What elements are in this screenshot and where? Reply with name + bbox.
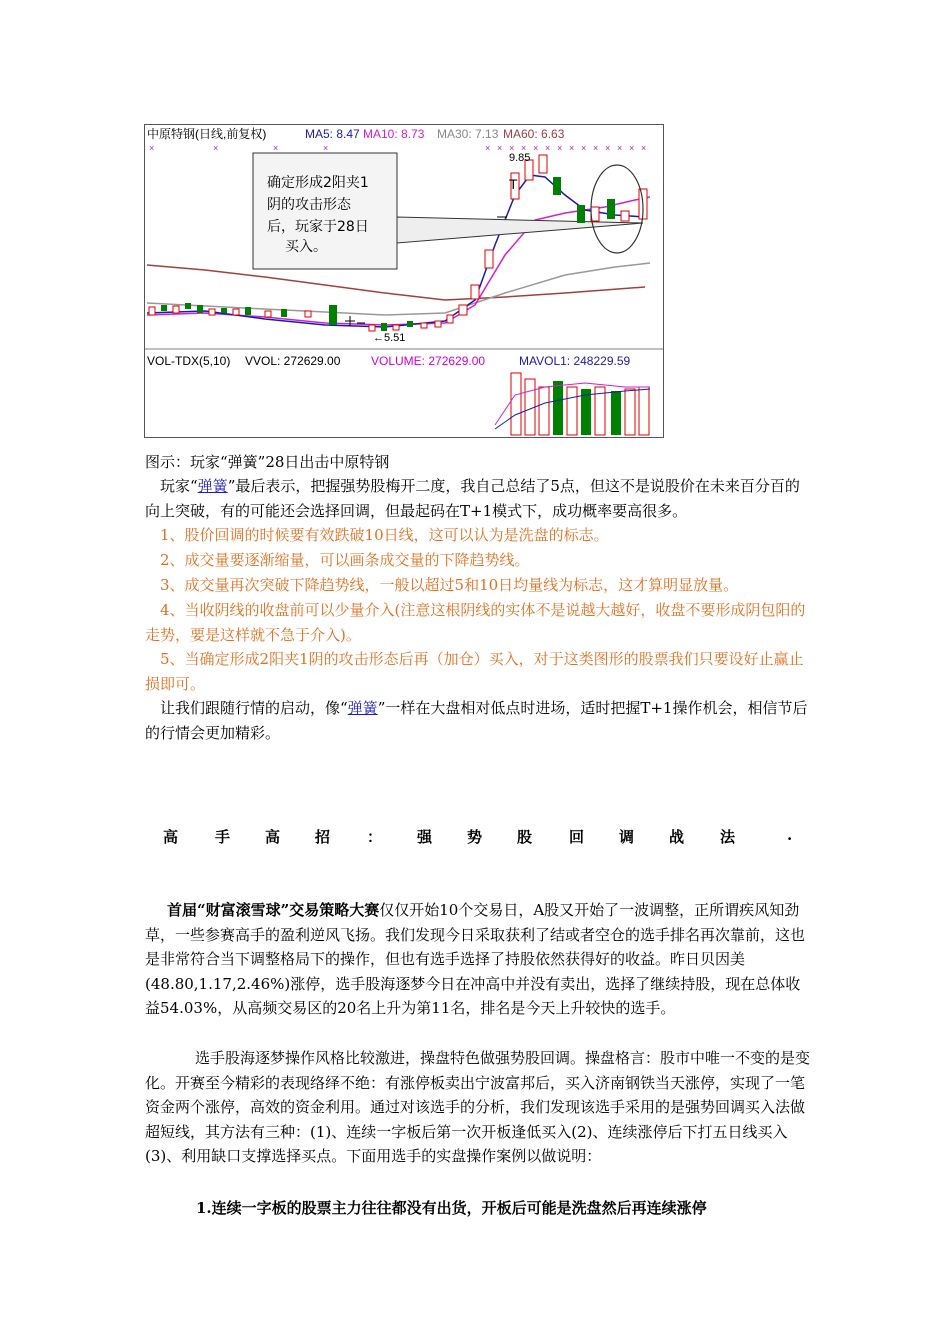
vvol-label: VVOL: 272629.00 (245, 354, 341, 368)
callout-line-1: 确定形成2阳夹1 (267, 175, 369, 191)
intro-paragraph (145, 474, 810, 523)
ma60-line (147, 265, 645, 300)
heading-char: 高 (163, 828, 179, 846)
followup-text-start: 让我们跟随行情的启动，像“ (160, 699, 348, 717)
callout-pointer (397, 217, 643, 243)
callout-line-3: 后，玩家于28日 (267, 219, 369, 235)
svg-text:×: × (617, 143, 623, 153)
article-subheading: 1.连续一字板的股票主力往往都没有出货，开板后可能是洗盘然后再连续涨停 (196, 1199, 707, 1217)
low-label: ←5.51 (373, 332, 406, 344)
ma30-label: MA30: 7.13 (437, 127, 499, 141)
point-1: 1、股价回调的时候要有效跌破10日线，这可以认为是洗盘的标志。 (160, 526, 609, 544)
intro-text-end: ”最后表示，把握强势股梅开二度，我自己总结了5点，但这不是说股价在未来百分百的向上突破，有的可能还会选择回调，但最起码在T+1模式下，成功概率要高很多。 (145, 477, 800, 520)
article-text-1: 仅仅开始10个交易日，A股又开始了一波调整，正所谓疾风知劲草，一些参赛高手的盈利逆风飞扬。我们发现今日采取获利了结或者空仓的选手排名再次靠前，这也是非常符合当下调整格局下的操作，但也有选手选择了持股依然获得好的收益。昨日贝因美(48.80,1.17,2.46%)涨停，选手股海逐梦今日在冲高中并没有卖出，选择了继续持股，现在总体收益54.03%，从高频交易区的20名上升为第11名，排名是今天上升较快的选手。 (145, 901, 806, 1017)
svg-text:×: × (509, 143, 515, 153)
heading-char: 调 (619, 828, 635, 846)
point-3: 3、成交量再次突破下降趋势线，一般以超过5和10日均量线为标志，这才算明显放量。 (160, 576, 739, 594)
heading-char: 强 (417, 828, 433, 846)
heading-char: 法 (720, 828, 736, 846)
spring-link-2[interactable]: 弹簧 (347, 699, 378, 717)
volume-bars (495, 373, 650, 435)
ma30-line (147, 263, 650, 315)
svg-text:×: × (593, 143, 599, 153)
contest-name: 首届“财富滚雪球”交易策略大赛 (167, 901, 380, 919)
article-paragraph-2: 选手股海逐梦操作风格比较激进，操盘特色做强势股回调。操盘格言：股市中唯一不变的是变化。开赛至今精彩的表现络绎不绝：有涨停板卖出宁波富邦后，买入济南钢铁当天涨停，实现了一笔资金两个涨停，高效的资金利用。通过对该选手的分析，我们发现该选手采用的是强势回调买入法做超短线，其方法有三种：(1)、连续一字板后第一次开板逢低买入(2)、连续涨停后下打五日线买入(3)、利用缺口支撑选择买点。下面用选手的实盘操作案例以做说明： (145, 1049, 811, 1165)
ma5-label: MA5: 8.47 (305, 127, 360, 141)
svg-text:×: × (521, 143, 527, 153)
heading-char: 招 (315, 828, 331, 846)
callout-line-2: 阴的攻击形态 (267, 197, 351, 213)
spring-link[interactable]: 弹簧 (197, 477, 228, 495)
point-5: 5、当确定形成2阳夹1阴的攻击形态后再（加仓）买入，对于这类图形的股票我们只要设好止赢止损即可。 (145, 650, 804, 693)
heading-char: 手 (215, 828, 231, 846)
chart-title: 中原特钢(日线,前复权) (147, 127, 267, 141)
followup-text-end: ”一样在大盘相对低点时进场，适时把握T+1操作机会，相信节后的行情会更加精彩。 (145, 699, 808, 742)
svg-text:×: × (545, 143, 551, 153)
svg-text:×: × (641, 143, 647, 153)
callout-line-4: 买入。 (285, 239, 327, 255)
svg-text:×: × (629, 143, 635, 153)
point-2: 2、成交量要逐渐缩量，可以画条成交量的下降趋势线。 (160, 551, 530, 569)
ma10-line (147, 197, 650, 325)
heading-char: . (787, 826, 793, 844)
svg-text:×: × (605, 143, 611, 153)
volume-label: VOLUME: 272629.00 (371, 354, 486, 368)
stock-chart (144, 124, 664, 438)
mavol-label: MAVOL1: 248229.59 (519, 354, 631, 368)
ma10-label: MA10: 8.73 (363, 127, 425, 141)
followup-paragraph (145, 696, 810, 745)
svg-text:×: × (213, 143, 219, 153)
heading-char: ： (367, 828, 383, 846)
intro-text-start: 玩家“ (160, 477, 198, 495)
chart-caption: 图示：玩家“弹簧”28日出击中原特钢 (145, 453, 390, 471)
heading-char: 高 (265, 828, 281, 846)
svg-text:×: × (533, 143, 539, 153)
heading-char: 战 (669, 828, 685, 846)
svg-text:×: × (557, 143, 563, 153)
marker-row (149, 143, 646, 153)
svg-text:×: × (323, 143, 329, 153)
heading-char: 势 (467, 828, 483, 846)
point-4: 4、当收阴线的收盘前可以少量介入(注意这根阴线的实体不是说越大越好，收盘不要形成阴包阳的走势，要是这样就不急于介入)。 (145, 601, 806, 644)
vol-name: VOL-TDX(5,10) (147, 354, 231, 368)
svg-text:×: × (273, 143, 279, 153)
t-marker: T (509, 176, 518, 192)
svg-text:×: × (497, 143, 503, 153)
heading-char: 回 (569, 828, 585, 846)
article-paragraph-1 (145, 898, 810, 1021)
high-label: 9.85 (509, 152, 531, 164)
heading-char: 股 (517, 828, 533, 846)
svg-text:×: × (569, 143, 575, 153)
svg-text:×: × (485, 143, 491, 153)
ma60-label: MA60: 6.63 (503, 127, 565, 141)
svg-text:×: × (581, 143, 587, 153)
svg-text:×: × (149, 143, 155, 153)
